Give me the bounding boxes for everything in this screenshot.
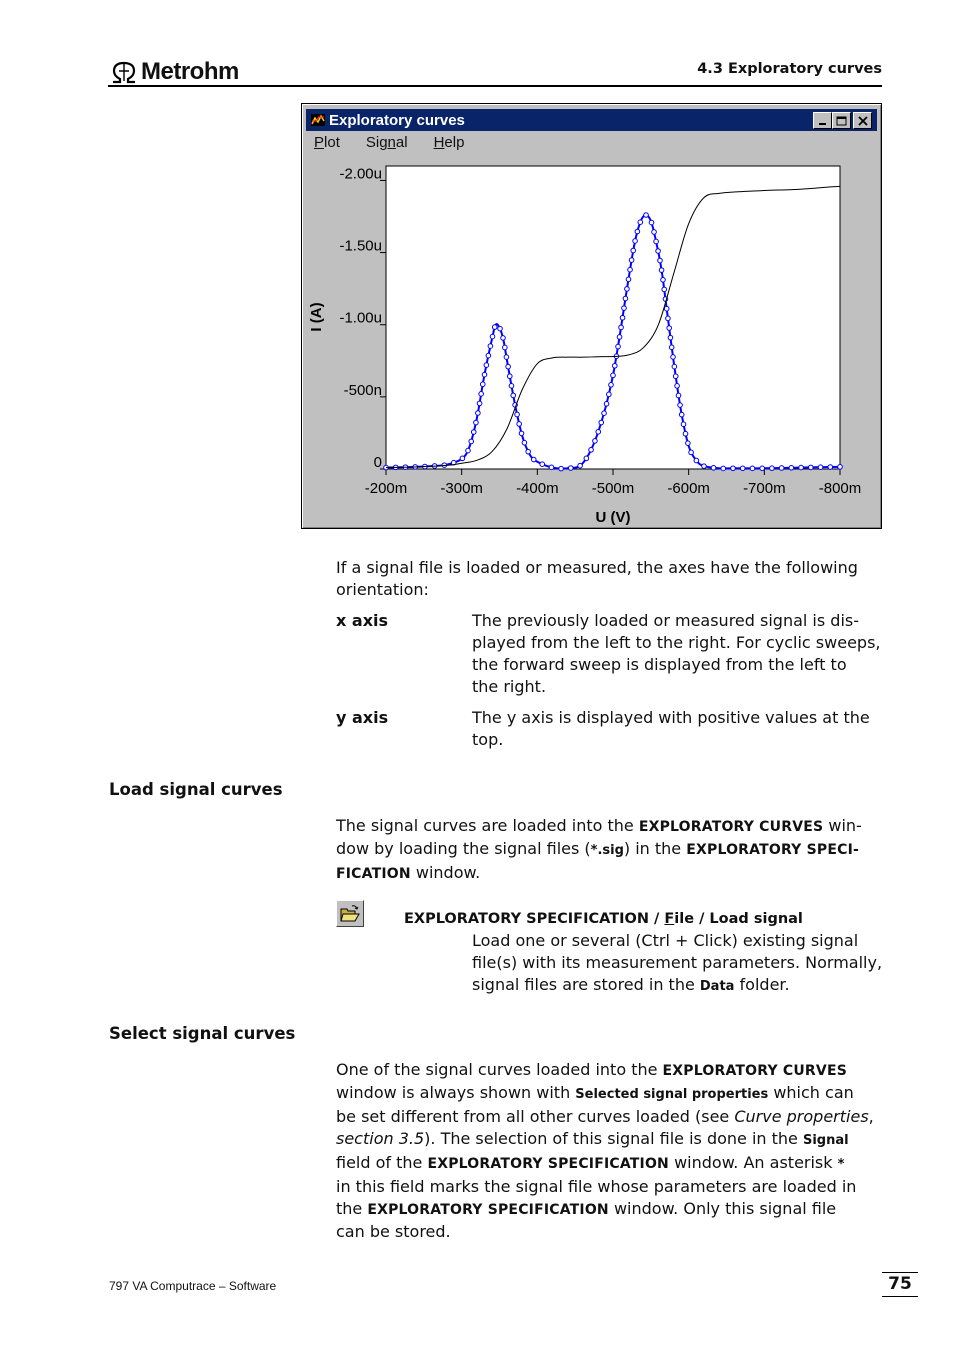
plot-area xyxy=(386,166,840,469)
menu-plot-rest: lot xyxy=(324,134,340,151)
data-point-marker xyxy=(589,448,594,453)
load-paragraph xyxy=(336,815,881,885)
load-desc-data-folder: Data xyxy=(699,979,735,994)
x-tick-label: -300m xyxy=(440,480,483,497)
data-point-marker xyxy=(626,277,631,282)
load-desc-1: Load one or several (Ctrl + Click) existing signal xyxy=(472,931,859,950)
data-point-marker xyxy=(509,384,514,389)
data-point-marker xyxy=(479,392,484,397)
select-l3b: , xyxy=(868,1107,874,1126)
y-axis-description xyxy=(472,707,892,751)
data-point-marker xyxy=(673,374,678,379)
data-point-marker xyxy=(638,220,643,225)
omega-logo-icon xyxy=(109,60,139,84)
open-folder-icon xyxy=(340,905,360,923)
data-point-marker xyxy=(612,363,617,368)
load-ref-spec-1: EXPLORATORY SPECI- xyxy=(686,842,859,858)
data-point-marker xyxy=(609,383,614,388)
data-point-marker xyxy=(629,258,634,263)
data-point-marker xyxy=(469,439,474,444)
data-point-marker xyxy=(689,450,694,455)
data-point-marker xyxy=(654,239,659,244)
select-ref-spec-2: EXPLORATORY SPECIFICATION xyxy=(367,1202,609,1218)
select-l2a: window is always shown with xyxy=(336,1083,576,1102)
select-l4a: ). The selection of this signal file is done in the xyxy=(424,1129,803,1148)
data-point-marker xyxy=(604,402,609,407)
menu-path-b: ile / Load signal xyxy=(674,911,803,927)
data-point-marker xyxy=(507,374,512,379)
y-axis-term: y axis xyxy=(336,708,389,727)
data-point-marker xyxy=(471,430,476,435)
data-point-marker xyxy=(526,449,531,454)
x-tick-label: -800m xyxy=(818,480,862,497)
data-point-marker xyxy=(664,306,669,311)
data-point-marker xyxy=(666,316,671,321)
data-point-marker xyxy=(599,420,604,425)
data-point-marker xyxy=(671,355,676,360)
y-tick-label: 0 xyxy=(373,454,382,471)
x-tick-label: -500m xyxy=(591,480,635,497)
data-point-marker xyxy=(619,325,624,330)
data-point-marker xyxy=(622,306,627,311)
data-point-marker xyxy=(659,268,664,273)
select-l7a: the xyxy=(336,1199,368,1218)
x-axis-label: U (V) xyxy=(595,509,631,526)
data-point-marker xyxy=(838,465,843,470)
select-paragraph xyxy=(336,1059,896,1243)
load-description xyxy=(472,930,892,998)
data-point-marker xyxy=(480,382,485,387)
x-axis-term: x axis xyxy=(336,611,389,630)
data-point-marker xyxy=(623,296,628,301)
data-point-marker xyxy=(616,344,621,349)
data-point-marker xyxy=(602,411,607,416)
data-point-marker xyxy=(662,287,667,292)
data-point-marker xyxy=(549,465,554,470)
data-point-marker xyxy=(731,466,736,471)
data-point-marker xyxy=(568,466,573,471)
data-point-marker xyxy=(799,465,804,470)
data-point-marker xyxy=(669,345,674,350)
data-point-marker xyxy=(531,457,536,462)
data-point-marker xyxy=(625,287,630,292)
axis-desc-line: The previously loaded or measured signal is dis- xyxy=(472,611,859,630)
select-l7b: window. Only this signal file xyxy=(608,1199,837,1218)
axis-desc-line: the forward sweep is displayed from the left to xyxy=(472,655,847,674)
data-point-marker xyxy=(818,465,823,470)
select-ref-signal-field: Signal xyxy=(802,1133,849,1148)
x-tick-label: -400m xyxy=(516,480,559,497)
data-point-marker xyxy=(686,441,691,446)
header-rule xyxy=(108,85,882,87)
data-point-marker xyxy=(676,393,681,398)
intro-paragraph: If a signal file is loaded or measured, the axes have the following orientation: xyxy=(336,558,858,599)
data-point-marker xyxy=(789,465,794,470)
data-point-marker xyxy=(649,220,654,225)
menu-signal-rest-b: al xyxy=(395,134,408,151)
select-ref-selected-props: Selected signal properties xyxy=(575,1087,769,1102)
load-desc-2: file(s) with its measurement parameters. Normally, xyxy=(472,953,883,972)
data-point-marker xyxy=(596,429,601,434)
menu-path xyxy=(404,911,803,927)
data-point-marker xyxy=(644,213,649,218)
window-title: Exploratory curves xyxy=(329,111,465,129)
menu-path-a: EXPLORATORY SPECIFICATION / xyxy=(404,911,665,927)
axis-desc-line: the right. xyxy=(472,677,547,696)
data-point-marker xyxy=(770,466,775,471)
data-point-marker xyxy=(668,335,673,340)
axis-desc-line: The y axis is displayed with positive values at the xyxy=(472,708,870,727)
load-signal-curves-heading: Load signal curves xyxy=(109,780,283,799)
data-point-marker xyxy=(540,462,545,467)
data-point-marker xyxy=(678,403,683,408)
load-signal-button[interactable] xyxy=(336,900,364,927)
data-point-marker xyxy=(484,363,489,368)
data-point-marker xyxy=(559,466,564,471)
data-point-marker xyxy=(683,431,688,436)
load-text-4: ) in the xyxy=(623,839,687,858)
menu-signal-rest-a: Sig xyxy=(365,134,388,151)
data-point-marker xyxy=(652,230,657,235)
select-l2b: which can xyxy=(768,1083,854,1102)
axis-desc-line: played from the left to the right. For cyclic sweeps, xyxy=(472,633,881,652)
footer-product: 797 VA Computrace – Software xyxy=(109,1279,277,1293)
data-point-marker xyxy=(460,456,465,461)
page-number: 75 xyxy=(882,1272,918,1297)
data-point-marker xyxy=(694,458,699,463)
select-ref-spec-1: EXPLORATORY SPECIFICATION xyxy=(427,1156,669,1172)
data-point-marker xyxy=(492,325,497,330)
data-point-marker xyxy=(466,448,471,453)
load-desc-3a: signal files are stored in the xyxy=(472,975,700,994)
load-text-5: window. xyxy=(410,863,481,882)
exploratory-curves-window xyxy=(301,103,882,529)
data-point-marker xyxy=(515,412,520,417)
load-text-2: win- xyxy=(823,816,862,835)
data-point-marker xyxy=(578,463,583,468)
select-l5b: window. An asterisk xyxy=(668,1153,838,1172)
menu-help-mnemonic: H xyxy=(433,134,445,151)
exploratory-curves-chart xyxy=(302,104,881,528)
y-tick-label: -1.00u xyxy=(339,309,382,327)
data-point-marker xyxy=(482,372,487,377)
data-point-marker xyxy=(681,422,686,427)
menu-help-rest: elp xyxy=(444,134,465,151)
data-point-marker xyxy=(511,393,516,398)
data-point-marker xyxy=(661,277,666,282)
y-axis-label: I (A) xyxy=(308,302,325,332)
data-point-marker xyxy=(809,465,814,470)
data-point-marker xyxy=(750,466,755,471)
data-point-marker xyxy=(628,267,633,272)
load-desc-3b: folder. xyxy=(734,975,790,994)
data-point-marker xyxy=(702,464,707,469)
data-point-marker xyxy=(667,326,672,331)
data-point-marker xyxy=(779,466,784,471)
data-point-marker xyxy=(477,401,482,406)
section-title: 4.3 Exploratory curves xyxy=(697,61,882,77)
data-point-marker xyxy=(504,355,509,360)
data-point-marker xyxy=(607,392,612,397)
axis-desc-line: top. xyxy=(472,730,504,749)
x-axis-description xyxy=(472,610,892,698)
select-ref-curve-properties: Curve properties xyxy=(734,1107,869,1126)
load-ref-exploratory-curves: EXPLORATORY CURVES xyxy=(638,819,824,835)
load-text-3: dow by loading the signal files ( xyxy=(336,839,591,858)
x-tick-label: -200m xyxy=(364,480,408,497)
brand-name: Metrohm xyxy=(141,58,239,85)
data-point-marker xyxy=(490,334,495,339)
load-file-ext: *.sig xyxy=(590,843,624,858)
data-point-marker xyxy=(519,431,524,436)
select-ref-section: section 3.5 xyxy=(336,1129,425,1148)
data-point-marker xyxy=(488,344,493,349)
select-l5a: field of the xyxy=(336,1153,428,1172)
data-point-marker xyxy=(498,326,503,331)
data-point-marker xyxy=(506,364,511,369)
data-point-marker xyxy=(828,465,833,470)
data-point-marker xyxy=(503,345,508,350)
x-tick-label: -600m xyxy=(667,480,710,497)
data-point-marker xyxy=(517,422,522,427)
data-point-marker xyxy=(658,258,663,263)
data-point-marker xyxy=(584,456,589,461)
data-point-marker xyxy=(656,249,661,254)
menu-path-f: F xyxy=(664,911,675,927)
data-point-marker xyxy=(711,466,716,471)
data-point-marker xyxy=(486,353,491,358)
menu-signal-mnemonic: n xyxy=(387,134,396,151)
load-ref-spec-2: FICATION xyxy=(336,866,411,882)
data-point-marker xyxy=(679,412,684,417)
data-point-marker xyxy=(474,420,479,425)
data-point-marker xyxy=(760,466,765,471)
data-point-marker xyxy=(631,248,636,253)
data-point-marker xyxy=(522,440,527,445)
data-point-marker xyxy=(620,315,625,320)
select-l8: can be stored. xyxy=(336,1222,451,1241)
y-tick-label: -2.00u xyxy=(339,165,382,183)
select-l1a: One of the signal curves loaded into the xyxy=(336,1060,663,1079)
select-l3a: be set different from all other curves loaded (see xyxy=(336,1107,735,1126)
load-text-1: The signal curves are loaded into the xyxy=(336,816,639,835)
select-ref-exploratory-curves: EXPLORATORY CURVES xyxy=(662,1063,847,1079)
data-point-marker xyxy=(675,384,680,389)
data-point-marker xyxy=(721,466,726,471)
select-signal-curves-heading: Select signal curves xyxy=(109,1024,296,1043)
data-point-marker xyxy=(740,466,745,471)
data-point-marker xyxy=(611,373,616,378)
data-point-marker xyxy=(617,335,622,340)
data-point-marker xyxy=(501,336,506,341)
x-tick-label: -700m xyxy=(743,480,786,497)
data-point-marker xyxy=(635,229,640,234)
data-point-marker xyxy=(593,439,598,444)
y-tick-label: -1.50u xyxy=(339,237,382,255)
data-point-marker xyxy=(476,411,481,416)
data-point-marker xyxy=(633,239,638,244)
select-l6: in this field marks the signal file whose parameters are loaded in xyxy=(336,1177,857,1196)
data-point-marker xyxy=(672,364,677,369)
y-tick-label: -500n xyxy=(343,381,382,399)
menu-plot-mnemonic: P xyxy=(314,134,325,151)
select-asterisk: * xyxy=(837,1157,845,1172)
metrohm-logo xyxy=(109,58,239,86)
